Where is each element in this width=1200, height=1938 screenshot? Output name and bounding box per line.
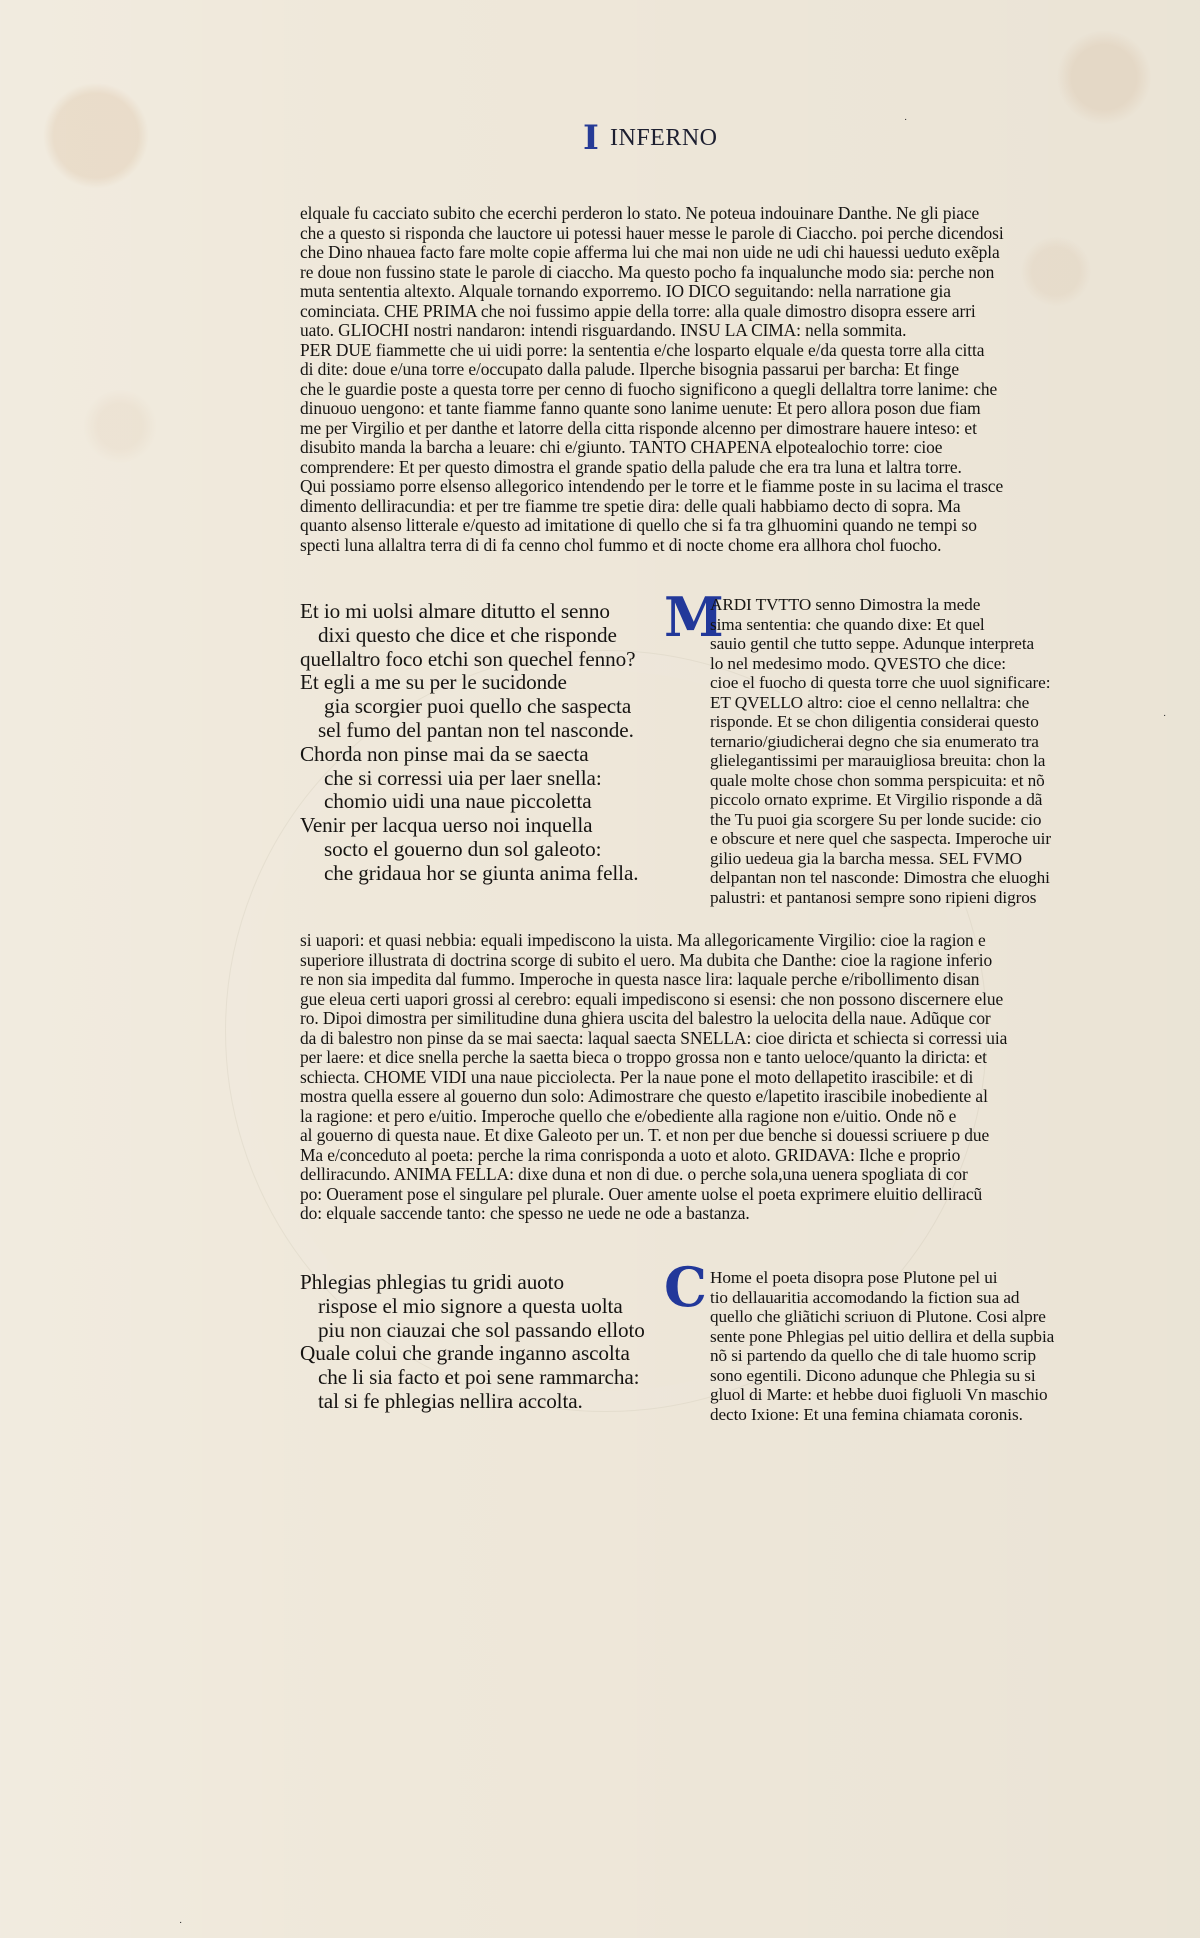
verse-line: che gridaua hor se giunta anima fella. [324,860,639,885]
bottom-commentary-line: mostra quella essere al gouerno dun solo: Adimostrare che questo e/lapetito irascibile inobediente al [300,1086,988,1106]
bottom-commentary-line: schiecta. CHOME VIDI una naue picciolecta. Per la naue pone el moto dellapetito irascibile: et di [300,1066,974,1087]
bottom-commentary-line: gue eleua certi uapori grossi al cerebro: equali impediscono si esensi: che non possono discernere elue [300,988,1004,1009]
top-commentary-line: PER DUE fiammette che ui uidi porre: la sententia e/che losparto elquale e/da questa torre alla citta [300,339,985,360]
verse-line: sel fumo del pantan non tel nasconde. [318,717,634,742]
right-commentary-1 [710,595,1116,907]
commentary-right-line: ARDI TVTTO senno Dimostra la mede [710,595,981,614]
small-page-mark: · [179,1917,183,1928]
commentary-right-line: decto Ixione: Et una femina chiamata coronis. [710,1404,1023,1424]
bottom-commentary-line: da di balestro non pinse da se mai saecta: laqual saecta SNELLA: cioe diricta et schiecta si corressi uia [300,1027,1008,1048]
right-commentary-2 [710,1268,1116,1424]
top-commentary-line: muta sententia altexto. Alquale tornando exporremo. IO DICO seguitando: nella narratione gia [300,281,951,301]
verse-line: chomio uidi una naue piccoletta [324,789,592,814]
commentary-right-line: palustri: et pantanosi sempre sono ripieni digros [710,887,1037,907]
verse-block-1 [300,600,660,886]
commentary-right-line: nõ si partendo da quello che di tale huomo scrip [710,1346,1036,1365]
verse-line: che si corressi uia per laer snella: [324,765,602,790]
top-commentary-line: dimento delliracundia: et per tre fiamme tre spetie dira: delle quali habbiamo decto di sopra. Ma [300,495,961,516]
running-head-initial: I [583,118,599,158]
bottom-commentary-line: la ragione: et pero e/uitio. Imperoche quello che e/obediente alla ragione non e/uitio. Onde nõ e [300,1105,957,1126]
bottom-commentary-line: po: Ouerament pose el singulare pel plurale. Ouer amente uolse el poeta exprimere eluitio delliracũ [300,1183,983,1204]
bottom-commentary-line: re non sia impedita dal fummo. Imperoche in questa nasce lira: laquale perche e/ribollimento disan [300,969,980,989]
commentary-right-line: risponde. Et se chon diligentia considerai questo [710,712,1039,731]
top-commentary-line: che a questo si risponda che lauctore ui potessi hauer messe le parole di Ciaccho. poi perche dicendosi [300,222,1004,243]
commentary-right-line: delpantan non tel nasconde: Dimostra che eluoghi [710,868,1050,887]
verse-block-2 [300,1271,660,1414]
decorated-initial-c: C [664,1255,707,1319]
verse-line: Quale colui che grande inganno ascolta [300,1341,630,1366]
bottom-commentary-line: al gouerno di questa naue. Et dixe Galeoto per un. T. et non per due benche si douessi scriuere p due [300,1125,990,1145]
top-commentary-line: disubito manda la barcha a leuare: chi e/giunto. TANTO CHAPENA elpotealochio torre: cioe [300,437,943,457]
top-commentary-line: specti luna allaltra terra di di fa cenno chol fummo et di nocte chome era allhora chol fuocho. [300,534,942,555]
commentary-right-line: piccolo ornato exprime. Et Virgilio risponde a dã [710,790,1043,809]
commentary-right-line: ternario/giudicherai degno che sia enumerato tra [710,731,1039,751]
verse-line: piu non ciauzai che sol passando elloto [318,1317,645,1342]
commentary-right-line: ET QVELLO altro: cioe el cenno nellaltra: che [710,692,1030,712]
verse-line: Chorda non pinse mai da se saecta [300,741,589,766]
commentary-right-line: glielegantissimi per marauigliosa breuita: chon la [710,751,1046,770]
top-commentary-line: dinuouo uengono: et tante fiamme fanno quante sono lanime uenute: Et pero allora poson due fiam [300,398,981,418]
top-commentary-line: elquale fu cacciato subito che ecerchi perderon lo stato. Ne poteua indouinare Danthe. Ne gli piace [300,203,980,223]
top-commentary-line: re doue non fussino state le parole di ciaccho. Ma questo pocho fa inqualunche modo sia: perche non [300,261,995,282]
bottom-commentary-line: si uapori: et quasi nebbia: equali impediscono la uista. Ma allegoricamente Virgilio: cioe la ragion e [300,930,986,950]
bottom-commentary-line: superiore illustrata di doctrina scorge di subito el uero. Ma dubita che Danthe: cioe la ragione inferio [300,949,993,970]
running-head-title: INFERNO [610,125,718,151]
top-commentary-line: uato. GLIOCHI nostri nandaron: intendi risguardando. INSU LA CIMA: nella sommita. [300,320,907,340]
top-commentary-line: comprendere: Et per questo dimostra el grande spatio della palude che era tra luna et laltra torre. [300,456,962,477]
bottom-commentary-line: do: elquale saccende tanto: che spesso ne uede ne ode a bastanza. [300,1203,750,1223]
verse-line: rispose el mio signore a questa uolta [318,1293,623,1318]
verse-line: Et egli a me su per le sucidonde [300,670,567,695]
verse-line: socto el gouerno dun sol galeoto: [324,836,602,861]
small-page-mark: · [904,114,908,125]
small-page-mark: · [1163,710,1167,721]
commentary-right-line: quale molte chose chon somma perspicuita: et nõ [710,770,1045,790]
bottom-commentary-line: ro. Dipoi dimostra per similitudine duna ghiera uscita del balestro la uelocita della naue. Adũque cor [300,1008,991,1028]
commentary-right-line: tio dellauaritia accomodando la fiction sua ad [710,1287,1020,1307]
top-commentary-line: che Dino nhauea facto fare molte copie afferma lui che mai non uide ne udi chi hauessi ueduto exẽpla [300,242,1000,262]
bottom-commentary [300,931,1056,1224]
commentary-right-line: lo nel medesimo modo. QVESTO che dice: [710,653,1006,673]
commentary-right-line: sima sententia: che quando dixe: Et quel [710,614,985,634]
commentary-right-line: gilio uedeua gia la barcha messa. SEL FVMO [710,848,1022,868]
commentary-right-line: gluol di Marte: et hebbe duoi figluoli Vn maschio [710,1385,1048,1404]
verse-line: gia scorgier puoi quello che saspecta [324,694,632,719]
commentary-right-line: e obscure et nere quel che saspecta. Imperoche uir [710,829,1052,848]
commentary-right-line: Home el poeta disopra pose Plutone pel ui [710,1268,998,1287]
commentary-right-line: quello che gliãtichi scriuon di Plutone. Cosi alpre [710,1307,1046,1326]
verse-line: Phlegias phlegias tu gridi auoto [300,1270,564,1294]
top-commentary [300,204,1056,555]
verse-line: Venir per lacqua uerso noi inquella [300,813,593,838]
commentary-right-line: sono egentili. Dicono adunque che Phlegia su si [710,1365,1036,1385]
verse-line: che li sia facto et poi sene rammarcha: [318,1365,640,1390]
verse-line: quellaltro foco etchi son quechel fenno? [300,646,636,671]
running-head [578,118,718,158]
bottom-commentary-line: Ma e/conceduto al poeta: perche la rima conrisponda a uoto et aloto. GRIDAVA: Ilche e proprio [300,1144,961,1165]
commentary-right-line: the Tu puoi gia scorgere Su per londe sucide: cio [710,809,1042,829]
commentary-right-line: sauio gentil che tutto seppe. Adunque interpreta [710,634,1035,653]
bottom-commentary-line: per laere: et dice snella perche la saetta bieca o troppo grossa non e tanto ueloce/quanto la diricta: et [300,1047,987,1067]
top-commentary-line: che le guardie poste a questa torre per cenno di fuocho significono a quegli dellaltra torre lanime: che [300,378,998,399]
commentary-right-line: sente pone Phlegias pel uitio dellira et della supbia [710,1326,1055,1346]
verse-line: dixi questo che dice et che risponde [318,622,617,647]
top-commentary-line: me per Virgilio et per danthe et latorre della citta risponde alcenno per dimostrare hauere inteso: et [300,417,977,438]
verse-line: Et io mi uolsi almare ditutto el senno [300,599,610,623]
verse-line: tal si fe phlegias nellira accolta. [318,1388,583,1413]
decorated-initial-m: M [664,585,724,649]
top-commentary-line: quanto alsenso litterale e/questo ad imitatione di quello che si fa tra glhuomini quando ne tempi so [300,515,977,535]
commentary-right-line: cioe el fuocho di questa torre che uuol significare: [710,673,1051,692]
top-commentary-line: Qui possiamo porre elsenso allegorico intendendo per le torre et le fiamme poste in su lacima el trasce [300,476,1004,496]
top-commentary-line: di dite: doue e/una torre e/occupato dalla palude. Ilperche bisognia passarui per barcha: Et finge [300,359,960,379]
top-commentary-line: cominciata. CHE PRIMA che noi fussimo appie della torre: alla quale dimostro disopra essere arri [300,300,976,321]
bottom-commentary-line: delliracundo. ANIMA FELLA: dixe duna et non di due. o perche sola,una uenera spogliata di cor [300,1164,968,1184]
